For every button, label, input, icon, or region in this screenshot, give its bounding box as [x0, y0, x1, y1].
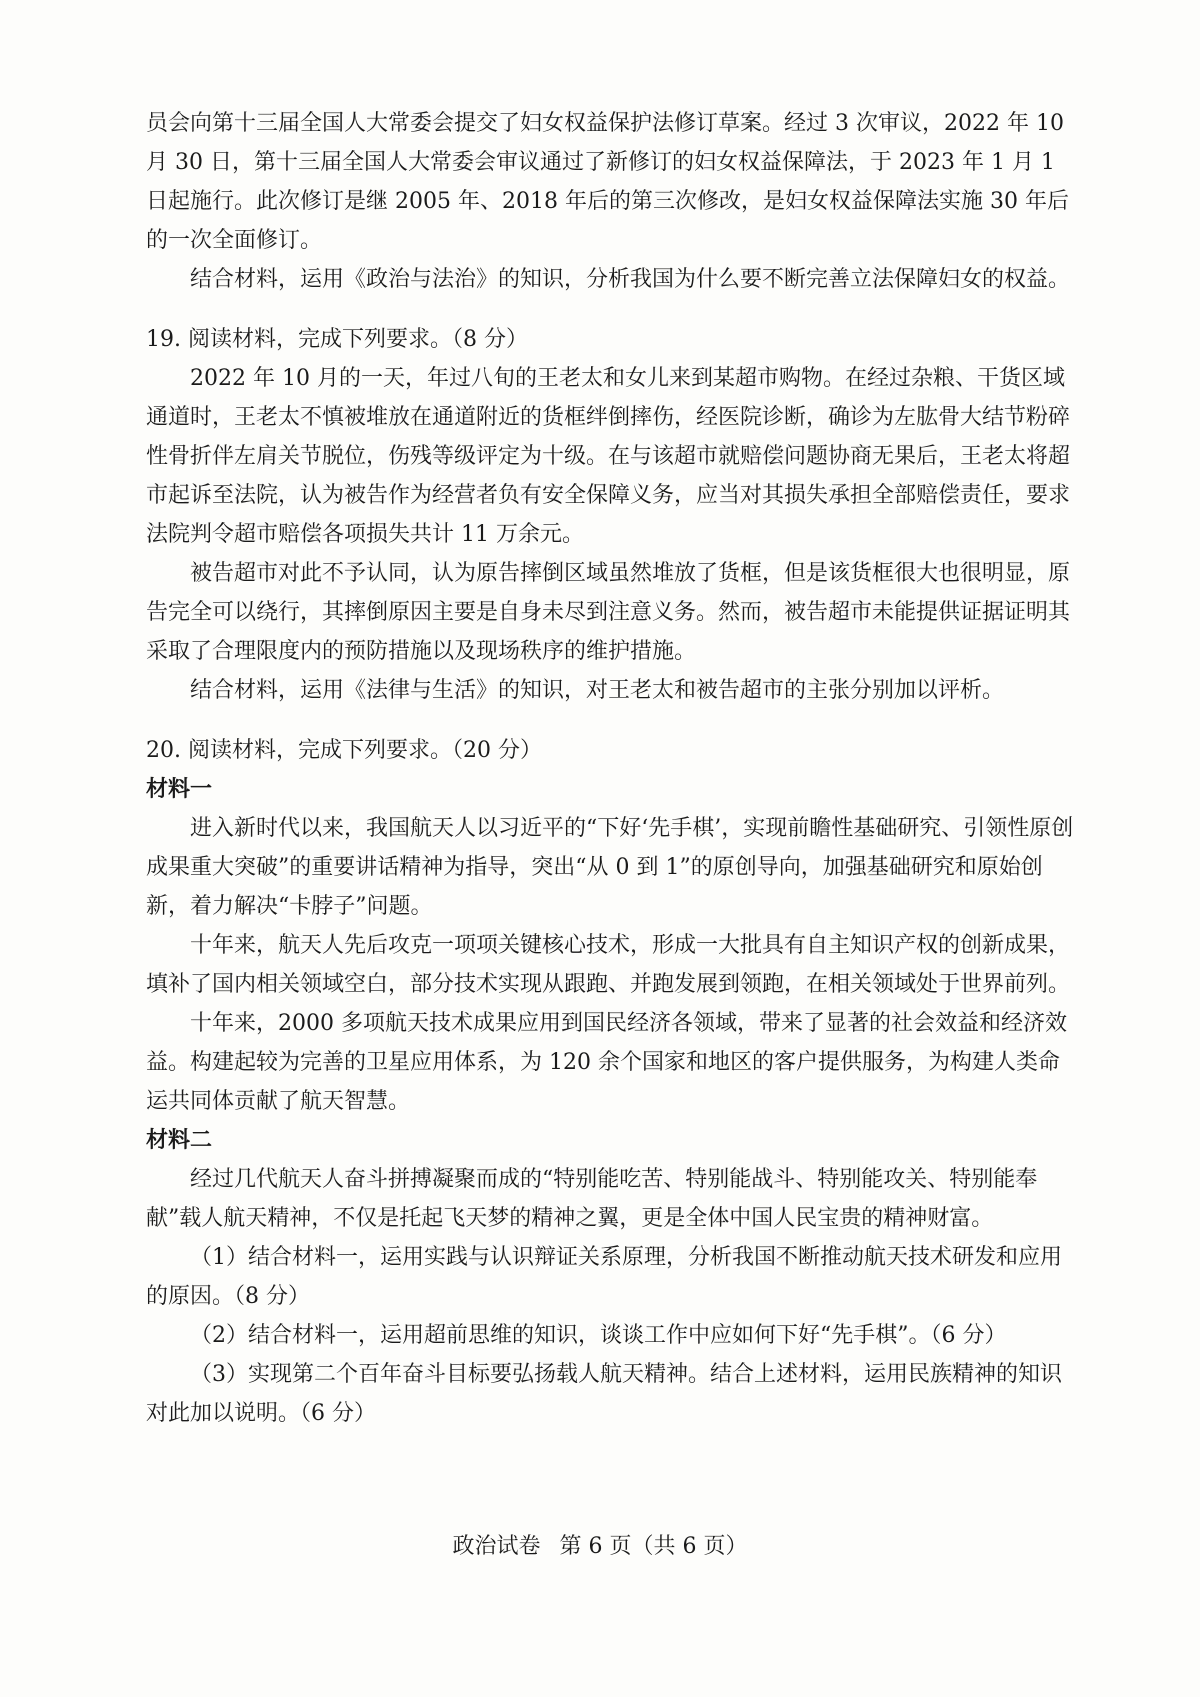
- material-1-paragraph-3: 十年来，2000 多项航天技术成果应用到国民经济各领域，带来了显著的社会效益和经济效益。构建起较为完善的卫星应用体系，为 120 余个国家和地区的客户提供服务，为构建人类命运共同体贡献了航天智慧。: [146, 1011, 1067, 1114]
- q20-subquestion-1: （1）结合材料一，运用实践与认识辩证关系原理，分析我国不断推动航天技术研发和应用的原因。（8 分）: [146, 1245, 1063, 1309]
- material-1-title: 材料一: [146, 776, 213, 802]
- material-1-paragraph-2: 十年来，航天人先后攻克一项项关键核心技术，形成一大批具有自主知识产权的创新成果，填补了国内相关领域空白，部分技术实现从跟跑、并跑发展到领跑，在相关领域处于世界前列。: [146, 933, 1071, 997]
- material-2-paragraph-1: 经过几代航天人奋斗拼搏凝聚而成的“特别能吃苦、特别能战斗、特别能攻关、特别能奉献”载人航天精神，不仅是托起飞天梦的精神之翼，更是全体中国人民宝贵的精神财富。: [146, 1167, 1038, 1231]
- q18-continued-paragraph: 员会向第十三届全国人大常委会提交了妇女权益保护法修订草案。经过 3 次审议，2022 年 10 月 30 日，第十三届全国人大常委会审议通过了新修订的妇女权益保障法，于 2023 年 1 月 1 日起施行。此次修订是继 2005 年、2018 年后的第三次修改，是妇女权益保障法实施 30 年后的一次全面修订。: [146, 111, 1069, 253]
- q19-paragraph-1: 2022 年 10 月的一天，年过八旬的王老太和女儿来到某超市购物。在经过杂粮、干货区域通道时，王老太不慎被堆放在通道附近的货框绊倒摔伤，经医院诊断，确诊为左肱骨大结节粉碎性骨折伴左肩关节脱位，伤残等级评定为十级。在与该超市就赔偿问题协商无果后，王老太将超市起诉至法院，认为被告作为经营者负有安全保障义务，应当对其损失承担全部赔偿责任，要求法院判令超市赔偿各项损失共计 11 万余元。: [146, 366, 1071, 547]
- q20-subquestion-3: （3）实现第二个百年奋斗目标要弘扬载人航天精神。结合上述材料，运用民族精神的知识对此加以说明。（6 分）: [146, 1362, 1063, 1426]
- q19-heading: 19. 阅读材料，完成下列要求。（8 分）: [146, 327, 528, 352]
- q19-paragraph-2: 被告超市对此不予认同，认为原告摔倒区域虽然堆放了货框，但是该货框很大也很明显，原告完全可以绕行，其摔倒原因主要是自身未尽到注意义务。然而，被告超市未能提供证据证明其采取了合理限度内的预防措施以及现场秩序的维护措施。: [146, 561, 1071, 664]
- q20-heading: 20. 阅读材料，完成下列要求。（20 分）: [146, 738, 542, 763]
- footer-subject: 政治试卷: [452, 1534, 541, 1559]
- question-20: [146, 731, 1076, 1433]
- question-18-tail: [146, 104, 1076, 299]
- q18-prompt: 结合材料，运用《政治与法治》的知识，分析我国为什么要不断完善立法保障妇女的权益。: [190, 267, 1071, 292]
- footer-page-number: 第 6 页（共 6 页）: [559, 1534, 748, 1559]
- q19-prompt: 结合材料，运用《法律与生活》的知识，对王老太和被告超市的主张分别加以评析。: [190, 678, 1005, 703]
- material-2-title: 材料二: [146, 1127, 213, 1153]
- question-19: [146, 320, 1076, 710]
- material-1-paragraph-1: 进入新时代以来，我国航天人以习近平的“下好‘先手棋’，实现前瞻性基础研究、引领性原创成果重大突破”的重要讲话精神为指导，突出“从 0 到 1”的原创导向，加强基础研究和原始创新，着力解决“卡脖子”问题。: [146, 816, 1074, 919]
- page-footer: [0, 1532, 1200, 1562]
- page-content: [146, 104, 1076, 1433]
- q20-subquestion-2: （2）结合材料一，运用超前思维的知识，谈谈工作中应如何下好“先手棋”。（6 分）: [190, 1323, 1007, 1348]
